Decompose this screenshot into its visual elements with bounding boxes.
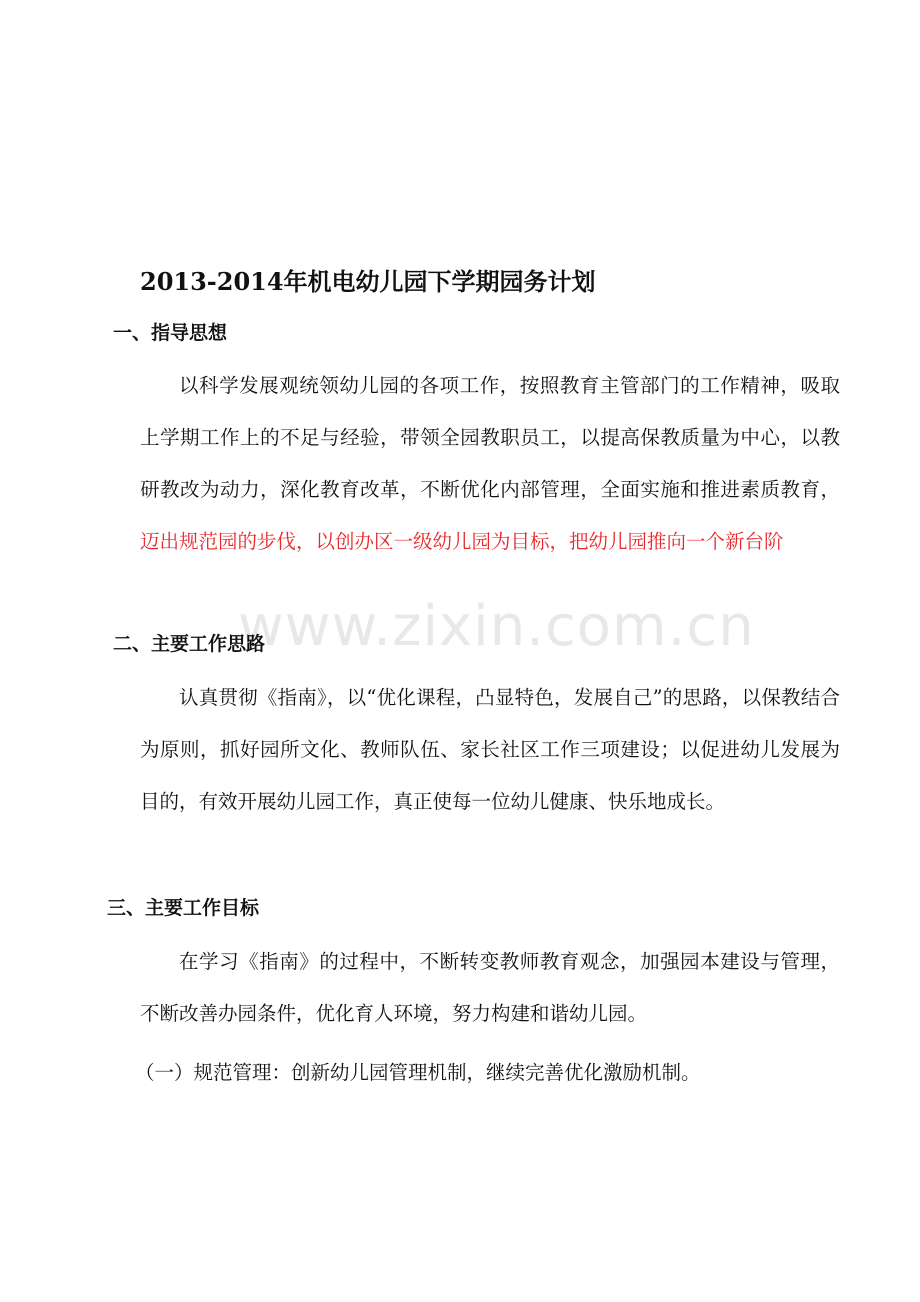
section-paragraph-guiding-ideology — [140, 360, 840, 568]
paragraph-text: 以科学发展观统领幼儿园的各项工作，按照教育主管部门的工作精神，吸取上学期工作上的不足与经验，带领全园教职员工，以提高保教质量为中心，以教研教改为动力，深化教育改革，不断优化内部管理，全面实施和推进素质教育， — [140, 374, 840, 501]
section-paragraph-work-approach: 认真贯彻《指南》，以“优化课程，凸显特色，发展自己”的思路，以保教结合为原则，抓好园所文化、教师队伍、家长社区工作三项建设；以促进幼儿发展为目的，有效开展幼儿园工作，真正使每一位幼儿健康、快乐地成长。 — [140, 686, 840, 813]
section-heading-guiding-ideology: 一、指导思想 — [113, 322, 228, 344]
section-paragraph-work-goals: 在学习《指南》的过程中，不断转变教师教育观念，加强园本建设与管理，不断改善办园条件，优化育人环境，努力构建和谐幼儿园。 — [140, 950, 840, 1025]
section-heading-work-approach: 二、主要工作思路 — [113, 633, 266, 655]
document-title: 2013-2014年机电幼儿园下学期园务计划 — [140, 267, 596, 296]
watermark: www.zixin.com.cn — [238, 594, 755, 659]
section-heading-work-goals: 三、主要工作目标 — [107, 897, 260, 919]
paragraph-highlight-text: 迈出规范园的步伐，以创办区一级幼儿园为目标，把幼儿园推向一个新台阶 — [140, 530, 784, 553]
sub-item-standard-management: （一）规范管理：创新幼儿园管理机制，继续完善优化激励机制。 — [135, 1061, 701, 1084]
